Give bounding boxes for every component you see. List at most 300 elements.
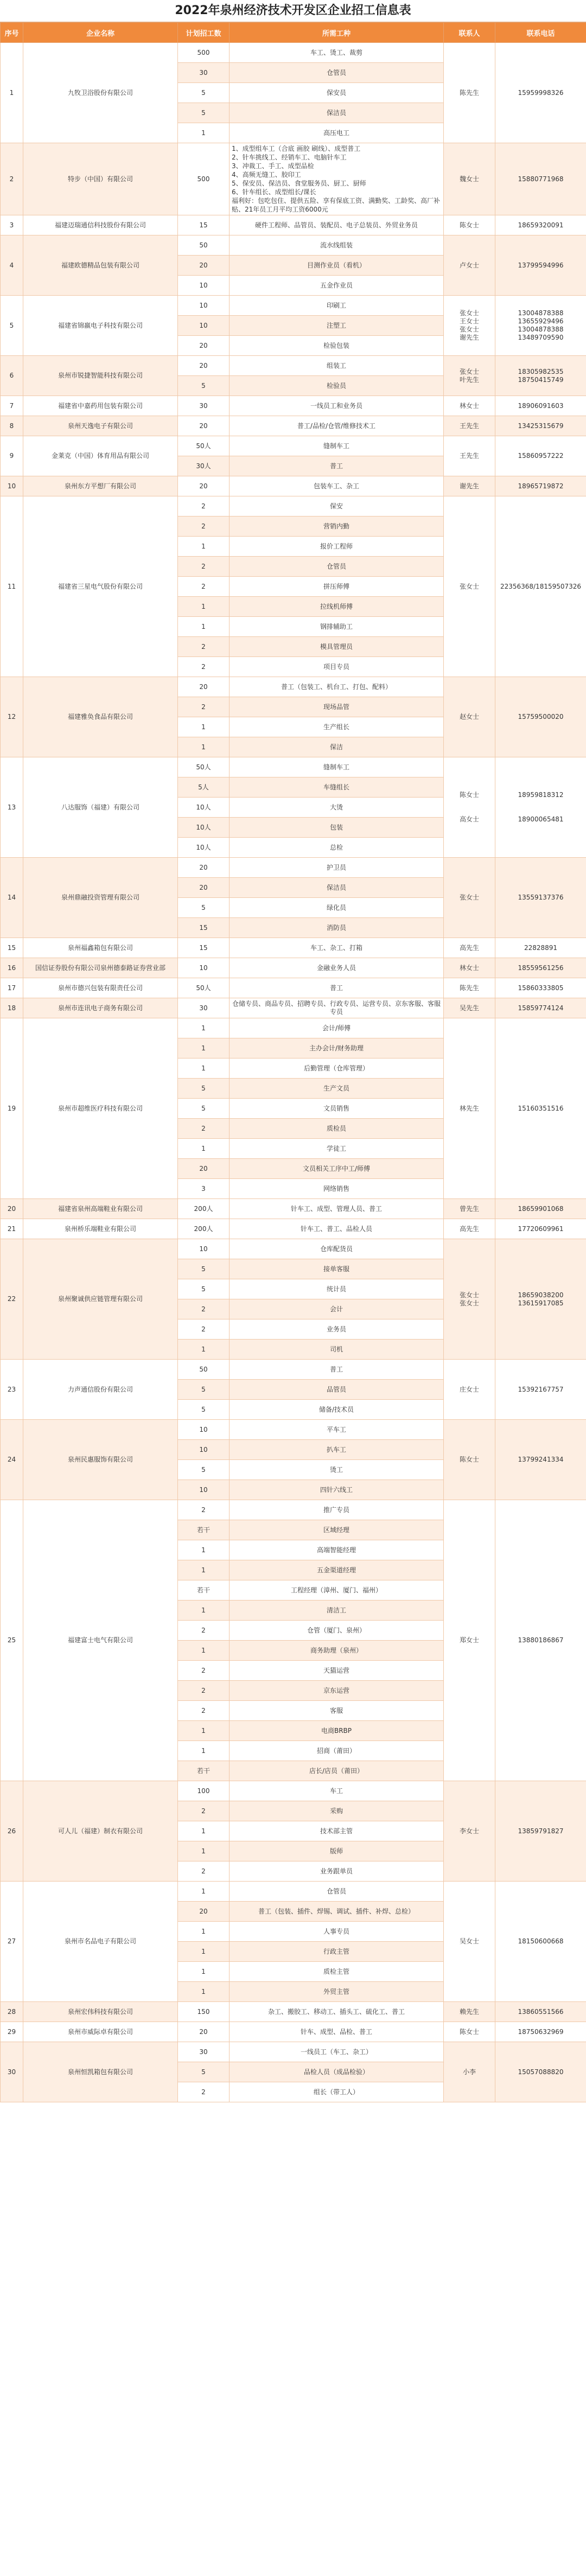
table-row [1, 998, 586, 1018]
cell-positions: 普工/品检/仓管/维修技术工 [230, 416, 444, 436]
cell-count: 10人 [178, 818, 230, 838]
cell-positions: 后勤管理（仓库管理） [230, 1059, 444, 1079]
cell-count: 1 [178, 1059, 230, 1079]
cell-seq: 3 [1, 215, 23, 235]
cell-count: 1 [178, 597, 230, 617]
cell-contact: 林女士 [444, 396, 495, 416]
cell-company: 泉州市德兴包装有限责任公司 [23, 978, 178, 998]
cell-count: 5 [178, 1400, 230, 1420]
table-row [1, 235, 586, 256]
cell-positions: 人事专员 [230, 1922, 444, 1942]
cell-contact: 魏女士 [444, 143, 495, 215]
cell-count: 10 [178, 296, 230, 316]
cell-count: 2 [178, 1661, 230, 1681]
cell-positions: 商务助理（泉州） [230, 1641, 444, 1661]
cell-positions: 流水线组装 [230, 235, 444, 256]
cell-phone: 18750632969 [495, 2022, 586, 2042]
table-row [1, 356, 586, 376]
cell-seq: 22 [1, 1239, 23, 1360]
cell-positions: 业务员 [230, 1319, 444, 1340]
cell-count: 1 [178, 1741, 230, 1761]
cell-count: 20 [178, 256, 230, 276]
cell-company: 泉州福鑫箱包有限公司 [23, 938, 178, 958]
cell-positions: 营销内勤 [230, 517, 444, 537]
cell-seq: 1 [1, 43, 23, 143]
cell-count: 500 [178, 143, 230, 215]
cell-seq: 8 [1, 416, 23, 436]
cell-contact: 张女士 [444, 496, 495, 677]
cell-positions: 采购 [230, 1801, 444, 1821]
cell-company: 泉州桥乐端鞋业有限公司 [23, 1219, 178, 1239]
cell-count: 5 [178, 2062, 230, 2082]
table-row [1, 1882, 586, 1902]
cell-phone: 22828891 [495, 938, 586, 958]
cell-count: 30人 [178, 456, 230, 476]
cell-positions: 文员相关工序中工/师傅 [230, 1159, 444, 1179]
cell-positions: 车缝组长 [230, 777, 444, 798]
cell-company: 泉州市连讯电子商务有限公司 [23, 998, 178, 1018]
cell-count: 1 [178, 1540, 230, 1560]
cell-positions: 普工 [230, 978, 444, 998]
header-company: 企业名称 [23, 23, 178, 43]
cell-seq: 6 [1, 356, 23, 396]
table-row [1, 296, 586, 316]
cell-contact: 王先生 [444, 416, 495, 436]
cell-contact: 张女士 王女士 张女士 谢先生 [444, 296, 495, 356]
table-row [1, 1500, 586, 1520]
cell-count: 5 [178, 1460, 230, 1480]
cell-positions: 护卫员 [230, 858, 444, 878]
cell-phone: 13859791827 [495, 1781, 586, 1882]
cell-count: 10 [178, 1420, 230, 1440]
cell-count: 30 [178, 396, 230, 416]
cell-company: 泉州恒凯箱包有限公司 [23, 2042, 178, 2102]
cell-positions: 高压电工 [230, 123, 444, 143]
cell-count: 1 [178, 1922, 230, 1942]
cell-contact: 林女士 [444, 958, 495, 978]
cell-contact: 林先生 [444, 1018, 495, 1199]
cell-seq: 21 [1, 1219, 23, 1239]
cell-positions: 外贸主管 [230, 1982, 444, 2002]
cell-count: 500 [178, 43, 230, 63]
cell-positions: 总检 [230, 838, 444, 858]
cell-positions: 普工 [230, 456, 444, 476]
cell-phone: 15057088820 [495, 2042, 586, 2102]
cell-phone: 18559561256 [495, 958, 586, 978]
cell-positions: 1、成型组车工（合底 画胶 刷线）、成型普工 2、针车挑线工、经销车工、电脑针车工 3、冲裁工、手工、成型品检 4、高频无缝工、胶印工 5、保安员、保洁员、食堂服务员、厨工、厨师 6、针车组长、成型组长/课长 福利好：包吃包住、提供五险、享有保底工资、满勤奖、工龄奖、高厂补贴、21年员工月平均工资6000元 [230, 143, 444, 215]
cell-company: 泉州东方平想厂有限公司 [23, 476, 178, 496]
cell-company: 福建省三星电气股份有限公司 [23, 496, 178, 677]
cell-positions: 针车工、普工、品检人员 [230, 1219, 444, 1239]
cell-positions: 保安 [230, 496, 444, 517]
cell-positions: 组长（带工人） [230, 2082, 444, 2102]
table-row [1, 436, 586, 456]
cell-seq: 2 [1, 143, 23, 215]
cell-count: 5 [178, 103, 230, 123]
cell-count: 1 [178, 1139, 230, 1159]
cell-positions: 注塑工 [230, 316, 444, 336]
cell-count: 1 [178, 1882, 230, 1902]
cell-positions: 车工、烫工、裁剪 [230, 43, 444, 63]
cell-count: 2 [178, 637, 230, 657]
cell-contact: 陈先生 [444, 978, 495, 998]
cell-count: 15 [178, 938, 230, 958]
cell-count: 10 [178, 276, 230, 296]
cell-count: 若干 [178, 1520, 230, 1540]
cell-positions: 检验包装 [230, 336, 444, 356]
cell-phone: 15860333805 [495, 978, 586, 998]
table-row [1, 757, 586, 777]
cell-count: 1 [178, 1942, 230, 1962]
cell-company: 福建省中嘉药用包装有限公司 [23, 396, 178, 416]
cell-company: 福建富士电气有限公司 [23, 1500, 178, 1781]
cell-contact: 吴女士 [444, 1882, 495, 2002]
cell-count: 2 [178, 657, 230, 677]
header-phone: 联系电话 [495, 23, 586, 43]
cell-company: 九牧卫浴股份有限公司 [23, 43, 178, 143]
cell-seq: 10 [1, 476, 23, 496]
cell-count: 200人 [178, 1219, 230, 1239]
cell-positions: 组装工 [230, 356, 444, 376]
cell-phone: 15860957222 [495, 436, 586, 476]
cell-positions: 区域经理 [230, 1520, 444, 1540]
cell-contact: 李女士 [444, 1781, 495, 1882]
cell-positions: 目测作业员（看机） [230, 256, 444, 276]
cell-positions: 保洁 [230, 737, 444, 757]
cell-count: 2 [178, 1119, 230, 1139]
table-row [1, 2002, 586, 2022]
table-row [1, 1199, 586, 1219]
cell-positions: 普工 [230, 1360, 444, 1380]
cell-phone: 18150600668 [495, 1882, 586, 2002]
cell-seq: 29 [1, 2022, 23, 2042]
cell-seq: 17 [1, 978, 23, 998]
cell-count: 2 [178, 1861, 230, 1882]
cell-positions: 拉线机师傅 [230, 597, 444, 617]
cell-phone: 15859774124 [495, 998, 586, 1018]
cell-count: 1 [178, 1821, 230, 1841]
cell-count: 30 [178, 998, 230, 1018]
cell-company: 国信证券股份有限公司泉州德泰路证券营业部 [23, 958, 178, 978]
cell-phone: 15759500020 [495, 677, 586, 757]
cell-contact: 谢先生 [444, 476, 495, 496]
cell-positions: 四针六线工 [230, 1480, 444, 1500]
cell-contact: 张女士 张女士 [444, 1239, 495, 1360]
cell-positions: 储备/技术员 [230, 1400, 444, 1420]
cell-positions: 司机 [230, 1340, 444, 1360]
table-row [1, 677, 586, 697]
cell-phone: 18959818312 18900065481 [495, 757, 586, 858]
cell-count: 2 [178, 577, 230, 597]
cell-positions: 接单客服 [230, 1259, 444, 1279]
cell-count: 10人 [178, 838, 230, 858]
cell-phone: 18659038200 13615917085 [495, 1239, 586, 1360]
cell-seq: 28 [1, 2002, 23, 2022]
cell-count: 1 [178, 1601, 230, 1621]
cell-count: 50人 [178, 436, 230, 456]
cell-count: 20 [178, 1159, 230, 1179]
cell-positions: 仓管员 [230, 557, 444, 577]
cell-count: 20 [178, 1902, 230, 1922]
cell-count: 2 [178, 1319, 230, 1340]
table-row [1, 1239, 586, 1259]
cell-count: 15 [178, 918, 230, 938]
cell-positions: 普工（包装、插件、焊锡、调试、插件、补焊、总检） [230, 1902, 444, 1922]
cell-positions: 五金作业员 [230, 276, 444, 296]
cell-phone: 18659320091 [495, 215, 586, 235]
cell-phone: 13425315679 [495, 416, 586, 436]
cell-count: 1 [178, 1841, 230, 1861]
cell-positions: 印刷工 [230, 296, 444, 316]
cell-contact: 庄女士 [444, 1360, 495, 1420]
cell-count: 30 [178, 63, 230, 83]
cell-count: 1 [178, 1560, 230, 1580]
cell-positions: 包装 [230, 818, 444, 838]
cell-count: 2 [178, 2082, 230, 2102]
cell-seq: 27 [1, 1882, 23, 2002]
cell-positions: 技术部主管 [230, 1821, 444, 1841]
cell-contact: 郑女士 [444, 1500, 495, 1781]
cell-company: 泉州市名品电子有限公司 [23, 1882, 178, 2002]
cell-seq: 12 [1, 677, 23, 757]
cell-phone: 17720609961 [495, 1219, 586, 1239]
cell-contact: 曾先生 [444, 1199, 495, 1219]
cell-positions: 会计 [230, 1299, 444, 1319]
cell-positions: 仓储专员、商品专员、招聘专员、行政专员、运营专员、京东客服、客服专员 [230, 998, 444, 1018]
cell-positions: 烫工 [230, 1460, 444, 1480]
cell-count: 2 [178, 1701, 230, 1721]
cell-company: 泉州市威际卓有限公司 [23, 2022, 178, 2042]
cell-count: 5 [178, 1099, 230, 1119]
cell-company: 福建欧德精品包装有限公司 [23, 235, 178, 296]
cell-count: 2 [178, 517, 230, 537]
cell-company: 泉州市锐捷智能科技有限公司 [23, 356, 178, 396]
cell-positions: 统计员 [230, 1279, 444, 1299]
cell-positions: 质检主管 [230, 1962, 444, 1982]
cell-phone: 15959998326 [495, 43, 586, 143]
cell-company: 福建迈瑞通信科技股份有限公司 [23, 215, 178, 235]
cell-count: 20 [178, 858, 230, 878]
cell-positions: 文员销售 [230, 1099, 444, 1119]
cell-phone: 13799241334 [495, 1420, 586, 1500]
header-seq: 序号 [1, 23, 23, 43]
cell-positions: 扒车工 [230, 1440, 444, 1460]
page-title: 2022年泉州经济技术开发区企业招工信息表 [0, 0, 586, 22]
cell-company: 泉州天逸电子有限公司 [23, 416, 178, 436]
cell-contact: 陈女士 [444, 215, 495, 235]
cell-count: 100 [178, 1781, 230, 1801]
cell-contact: 高先生 [444, 1219, 495, 1239]
cell-positions: 消防员 [230, 918, 444, 938]
cell-positions: 电商BRBP [230, 1721, 444, 1741]
cell-positions: 现场品管 [230, 697, 444, 717]
cell-positions: 钢排辅助工 [230, 617, 444, 637]
cell-seq: 13 [1, 757, 23, 858]
cell-positions: 版师 [230, 1841, 444, 1861]
cell-count: 1 [178, 617, 230, 637]
cell-count: 2 [178, 557, 230, 577]
cell-positions: 客服 [230, 1701, 444, 1721]
cell-seq: 15 [1, 938, 23, 958]
cell-positions: 主办会计/财务助理 [230, 1038, 444, 1059]
cell-count: 若干 [178, 1761, 230, 1781]
cell-phone: 22356368/18159507326 [495, 496, 586, 677]
cell-count: 3 [178, 1179, 230, 1199]
cell-positions: 平车工 [230, 1420, 444, 1440]
cell-seq: 24 [1, 1420, 23, 1500]
cell-phone: 15880771968 [495, 143, 586, 215]
cell-positions: 网络销售 [230, 1179, 444, 1199]
cell-positions: 缝制车工 [230, 757, 444, 777]
table-row [1, 858, 586, 878]
cell-positions: 模具管理员 [230, 637, 444, 657]
cell-count: 20 [178, 878, 230, 898]
cell-contact: 卢女士 [444, 235, 495, 296]
cell-count: 10 [178, 316, 230, 336]
cell-positions: 招商（莆田） [230, 1741, 444, 1761]
cell-positions: 行政主管 [230, 1942, 444, 1962]
cell-seq: 9 [1, 436, 23, 476]
cell-count: 2 [178, 1500, 230, 1520]
cell-contact: 小李 [444, 2042, 495, 2102]
cell-count: 2 [178, 1299, 230, 1319]
cell-positions: 品检人员（成品检验） [230, 2062, 444, 2082]
cell-positions: 硬件工程师、品管员、装配员、电子总装员、外贸业务员 [230, 215, 444, 235]
cell-company: 金莱克（中国）体育用品有限公司 [23, 436, 178, 476]
cell-positions: 缝制车工 [230, 436, 444, 456]
cell-positions: 普工（包装工、机台工、打包、配料） [230, 677, 444, 697]
cell-positions: 品管员 [230, 1380, 444, 1400]
cell-positions: 仓管员 [230, 1882, 444, 1902]
cell-count: 50 [178, 235, 230, 256]
cell-count: 20 [178, 476, 230, 496]
cell-count: 1 [178, 1641, 230, 1661]
cell-phone: 18305982535 18750415749 [495, 356, 586, 396]
cell-seq: 25 [1, 1500, 23, 1781]
cell-count: 30 [178, 2042, 230, 2062]
cell-seq: 11 [1, 496, 23, 677]
cell-positions: 保洁员 [230, 103, 444, 123]
cell-positions: 车工 [230, 1781, 444, 1801]
header-contact: 联系人 [444, 23, 495, 43]
table-row [1, 416, 586, 436]
table-header-row [1, 23, 586, 43]
cell-seq: 4 [1, 235, 23, 296]
cell-company: 福建省锦嬴电子科技有限公司 [23, 296, 178, 356]
table-row [1, 938, 586, 958]
table-row [1, 2042, 586, 2062]
cell-count: 1 [178, 1962, 230, 1982]
cell-count: 5 [178, 1079, 230, 1099]
header-positions: 所需工种 [230, 23, 444, 43]
cell-count: 200人 [178, 1199, 230, 1219]
cell-phone: 13559137376 [495, 858, 586, 938]
cell-phone: 13860551566 [495, 2002, 586, 2022]
cell-positions: 针车工、成型、管理人员、普工 [230, 1199, 444, 1219]
cell-count: 20 [178, 336, 230, 356]
cell-count: 50人 [178, 978, 230, 998]
cell-phone: 15392167757 [495, 1360, 586, 1420]
cell-positions: 一线员工和业务员 [230, 396, 444, 416]
table-row [1, 496, 586, 517]
cell-count: 1 [178, 1721, 230, 1741]
cell-positions: 五金渠道经理 [230, 1560, 444, 1580]
cell-positions: 针车、成型、品检、普工 [230, 2022, 444, 2042]
cell-count: 2 [178, 496, 230, 517]
cell-positions: 京东运营 [230, 1681, 444, 1701]
cell-count: 1 [178, 537, 230, 557]
cell-positions: 保安员 [230, 83, 444, 103]
table-row [1, 978, 586, 998]
cell-seq: 7 [1, 396, 23, 416]
cell-positions: 业务跟单员 [230, 1861, 444, 1882]
cell-positions: 仓管（厦门、泉州） [230, 1621, 444, 1641]
table-row [1, 2022, 586, 2042]
cell-count: 2 [178, 1801, 230, 1821]
table-row [1, 215, 586, 235]
cell-count: 5 [178, 1279, 230, 1299]
cell-count: 1 [178, 1018, 230, 1038]
recruitment-table [0, 22, 586, 2102]
cell-count: 50 [178, 1360, 230, 1380]
cell-seq: 18 [1, 998, 23, 1018]
table-row [1, 1360, 586, 1380]
cell-count: 1 [178, 123, 230, 143]
cell-positions: 大烫 [230, 798, 444, 818]
table-row [1, 43, 586, 63]
cell-positions: 仓管员 [230, 63, 444, 83]
cell-count: 1 [178, 1038, 230, 1059]
cell-count: 5 [178, 83, 230, 103]
cell-count: 15 [178, 215, 230, 235]
cell-positions: 会计/师傅 [230, 1018, 444, 1038]
cell-count: 2 [178, 697, 230, 717]
cell-positions: 工程经理（漳州、厦门、福州） [230, 1580, 444, 1601]
cell-count: 若干 [178, 1580, 230, 1601]
cell-count: 50人 [178, 757, 230, 777]
cell-seq: 23 [1, 1360, 23, 1420]
cell-positions: 包装车工、杂工 [230, 476, 444, 496]
cell-seq: 14 [1, 858, 23, 938]
cell-count: 1 [178, 737, 230, 757]
cell-company: 泉州宏伟科技有限公司 [23, 2002, 178, 2022]
cell-count: 20 [178, 416, 230, 436]
cell-count: 20 [178, 2022, 230, 2042]
cell-positions: 金融业务人员 [230, 958, 444, 978]
cell-count: 5人 [178, 777, 230, 798]
cell-positions: 仓库配货员 [230, 1239, 444, 1259]
cell-positions: 质检员 [230, 1119, 444, 1139]
cell-phone: 13880186867 [495, 1500, 586, 1781]
cell-positions: 检验员 [230, 376, 444, 396]
cell-company: 泉州鼎融投资管理有限公司 [23, 858, 178, 938]
cell-company: 泉州聚诚供应链管理有限公司 [23, 1239, 178, 1360]
cell-seq: 30 [1, 2042, 23, 2102]
cell-count: 5 [178, 1380, 230, 1400]
cell-positions: 拼压师傅 [230, 577, 444, 597]
cell-positions: 车工、杂工、打箱 [230, 938, 444, 958]
table-row [1, 1219, 586, 1239]
cell-count: 2 [178, 1681, 230, 1701]
cell-company: 泉州民惠服饰有限公司 [23, 1420, 178, 1500]
cell-company: 八达服饰（福建）有限公司 [23, 757, 178, 858]
cell-count: 10 [178, 1480, 230, 1500]
cell-count: 5 [178, 1259, 230, 1279]
cell-count: 150 [178, 2002, 230, 2022]
cell-company: 力声通信股份有限公司 [23, 1360, 178, 1420]
cell-positions: 保洁员 [230, 878, 444, 898]
cell-phone: 18906091603 [495, 396, 586, 416]
